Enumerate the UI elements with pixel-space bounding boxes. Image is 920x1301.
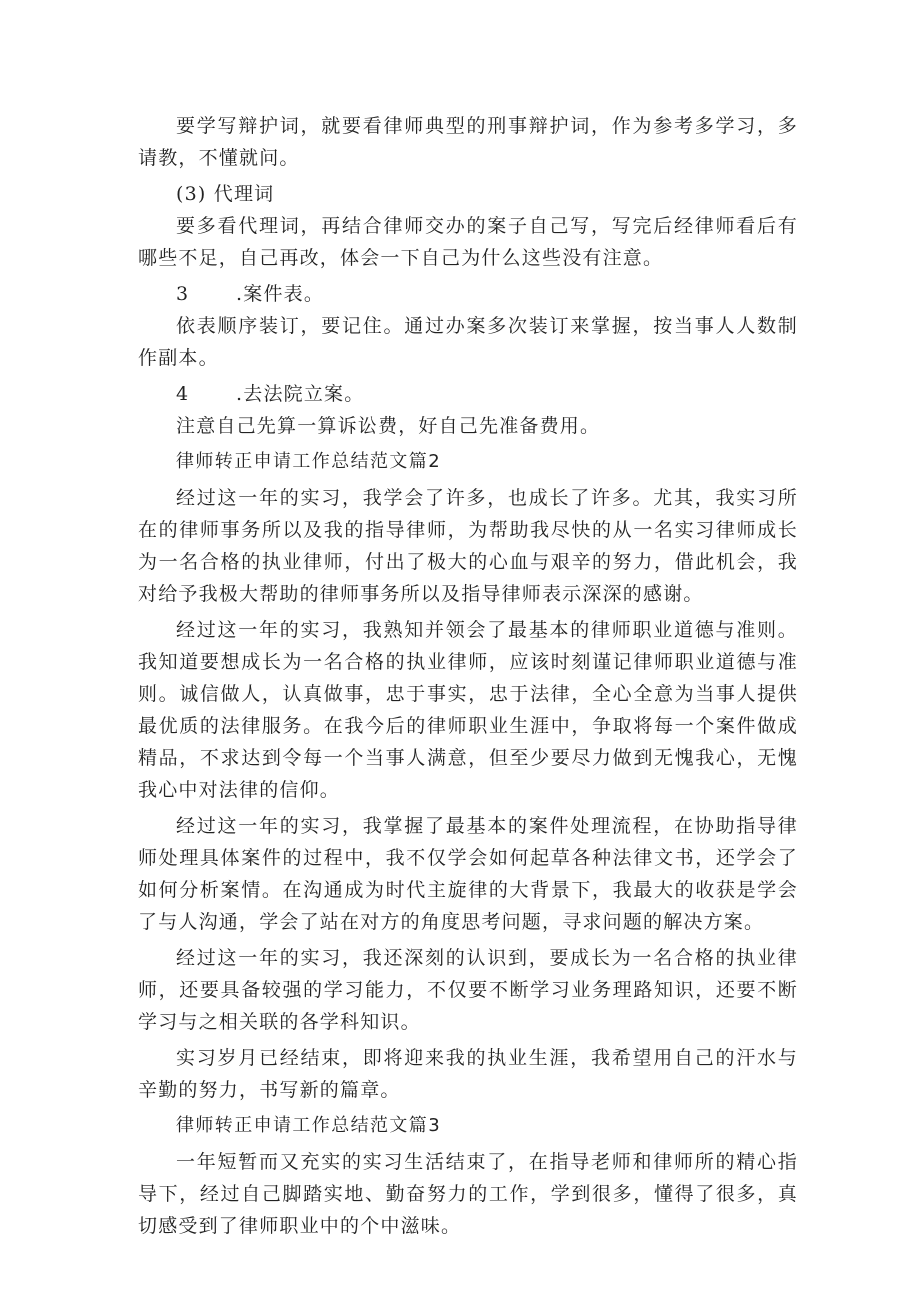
paragraph-case-form: 依表顺序装订，要记住。通过办案多次装订来掌握，按当事人人数制作副本。	[138, 315, 798, 369]
item-text: .去法院立案。	[236, 383, 365, 405]
document-body	[138, 110, 798, 1246]
paragraph-defense-statement: 要学写辩护词，就要看律师典型的刑事辩护词，作为参考多学习，多请教，不懂就问。	[138, 115, 798, 169]
item-number: 3	[176, 283, 190, 305]
item-text: .案件表。	[236, 283, 325, 305]
paragraph-part2-learning: 经过这一年的实习，我还深刻的认识到，要成长为一名合格的执业律师，还要具备较强的学习能力，不仅要不断学习业务理路知识，还要不断学习与之相关联的各学科知识。	[138, 947, 798, 1033]
section-label-agency-statement: (3) 代理词	[176, 183, 275, 205]
numbered-item-case-form	[138, 278, 798, 310]
paragraph-part2-closing: 实习岁月已经结束，即将迎来我的执业生涯，我希望用自己的汗水与辛勤的努力，书写新的篇章。	[138, 1047, 798, 1101]
paragraph-part2-ethics: 经过这一年的实习，我熟知并领会了最基本的律师职业道德与准则。我知道要想成长为一名合格的执业律师，应该时刻谨记律师职业道德与准则。诚信做人，认真做事，忠于事实，忠于法律，全心全意为当事人提供最优质的法律服务。在我今后的律师职业生涯中，争取将每一个案件做成精品，不求达到令每一个当事人满意，但至少要尽力做到无愧我心，无愧我心中对法律的信仰。	[138, 619, 798, 801]
section-heading-part-2: 律师转正申请工作总结范文篇2	[176, 451, 442, 472]
item-number: 4	[176, 383, 190, 405]
numbered-item-court-filing	[138, 378, 798, 410]
section-heading-part-3: 律师转正申请工作总结范文篇3	[176, 1115, 442, 1136]
paragraph-agency-statement: 要多看代理词，再结合律师交办的案子自己写，写完后经律师看后有哪些不足，自己再改，体会一下自己为什么这些没有注意。	[138, 215, 798, 269]
paragraph-part2-process: 经过这一年的实习，我掌握了最基本的案件处理流程，在协助指导律师处理具体案件的过程中，我不仅学会如何起草各种法律文书，还学会了如何分析案情。在沟通成为时代主旋律的大背景下，我最大的收获是学会了与人沟通，学会了站在对方的角度思考问题，寻求问题的解决方案。	[138, 815, 798, 933]
paragraph-court-filing: 注意自己先算一算诉讼费，好自己先准备费用。	[176, 415, 601, 437]
paragraph-part3-intro: 一年短暂而又充实的实习生活结束了，在指导老师和律师所的精心指导下，经过自己脚踏实地、勤奋努力的工作，学到很多，懂得了很多，真切感受到了律师职业中的个中滋味。	[138, 1151, 798, 1237]
paragraph-part2-intro: 经过这一年的实习，我学会了许多，也成长了许多。尤其，我实习所在的律师事务所以及我的指导律师，为帮助我尽快的从一名实习律师成长为一名合格的执业律师，付出了极大的心血与艰辛的努力，借此机会，我对给予我极大帮助的律师事务所以及指导律师表示深深的感谢。	[138, 487, 798, 605]
